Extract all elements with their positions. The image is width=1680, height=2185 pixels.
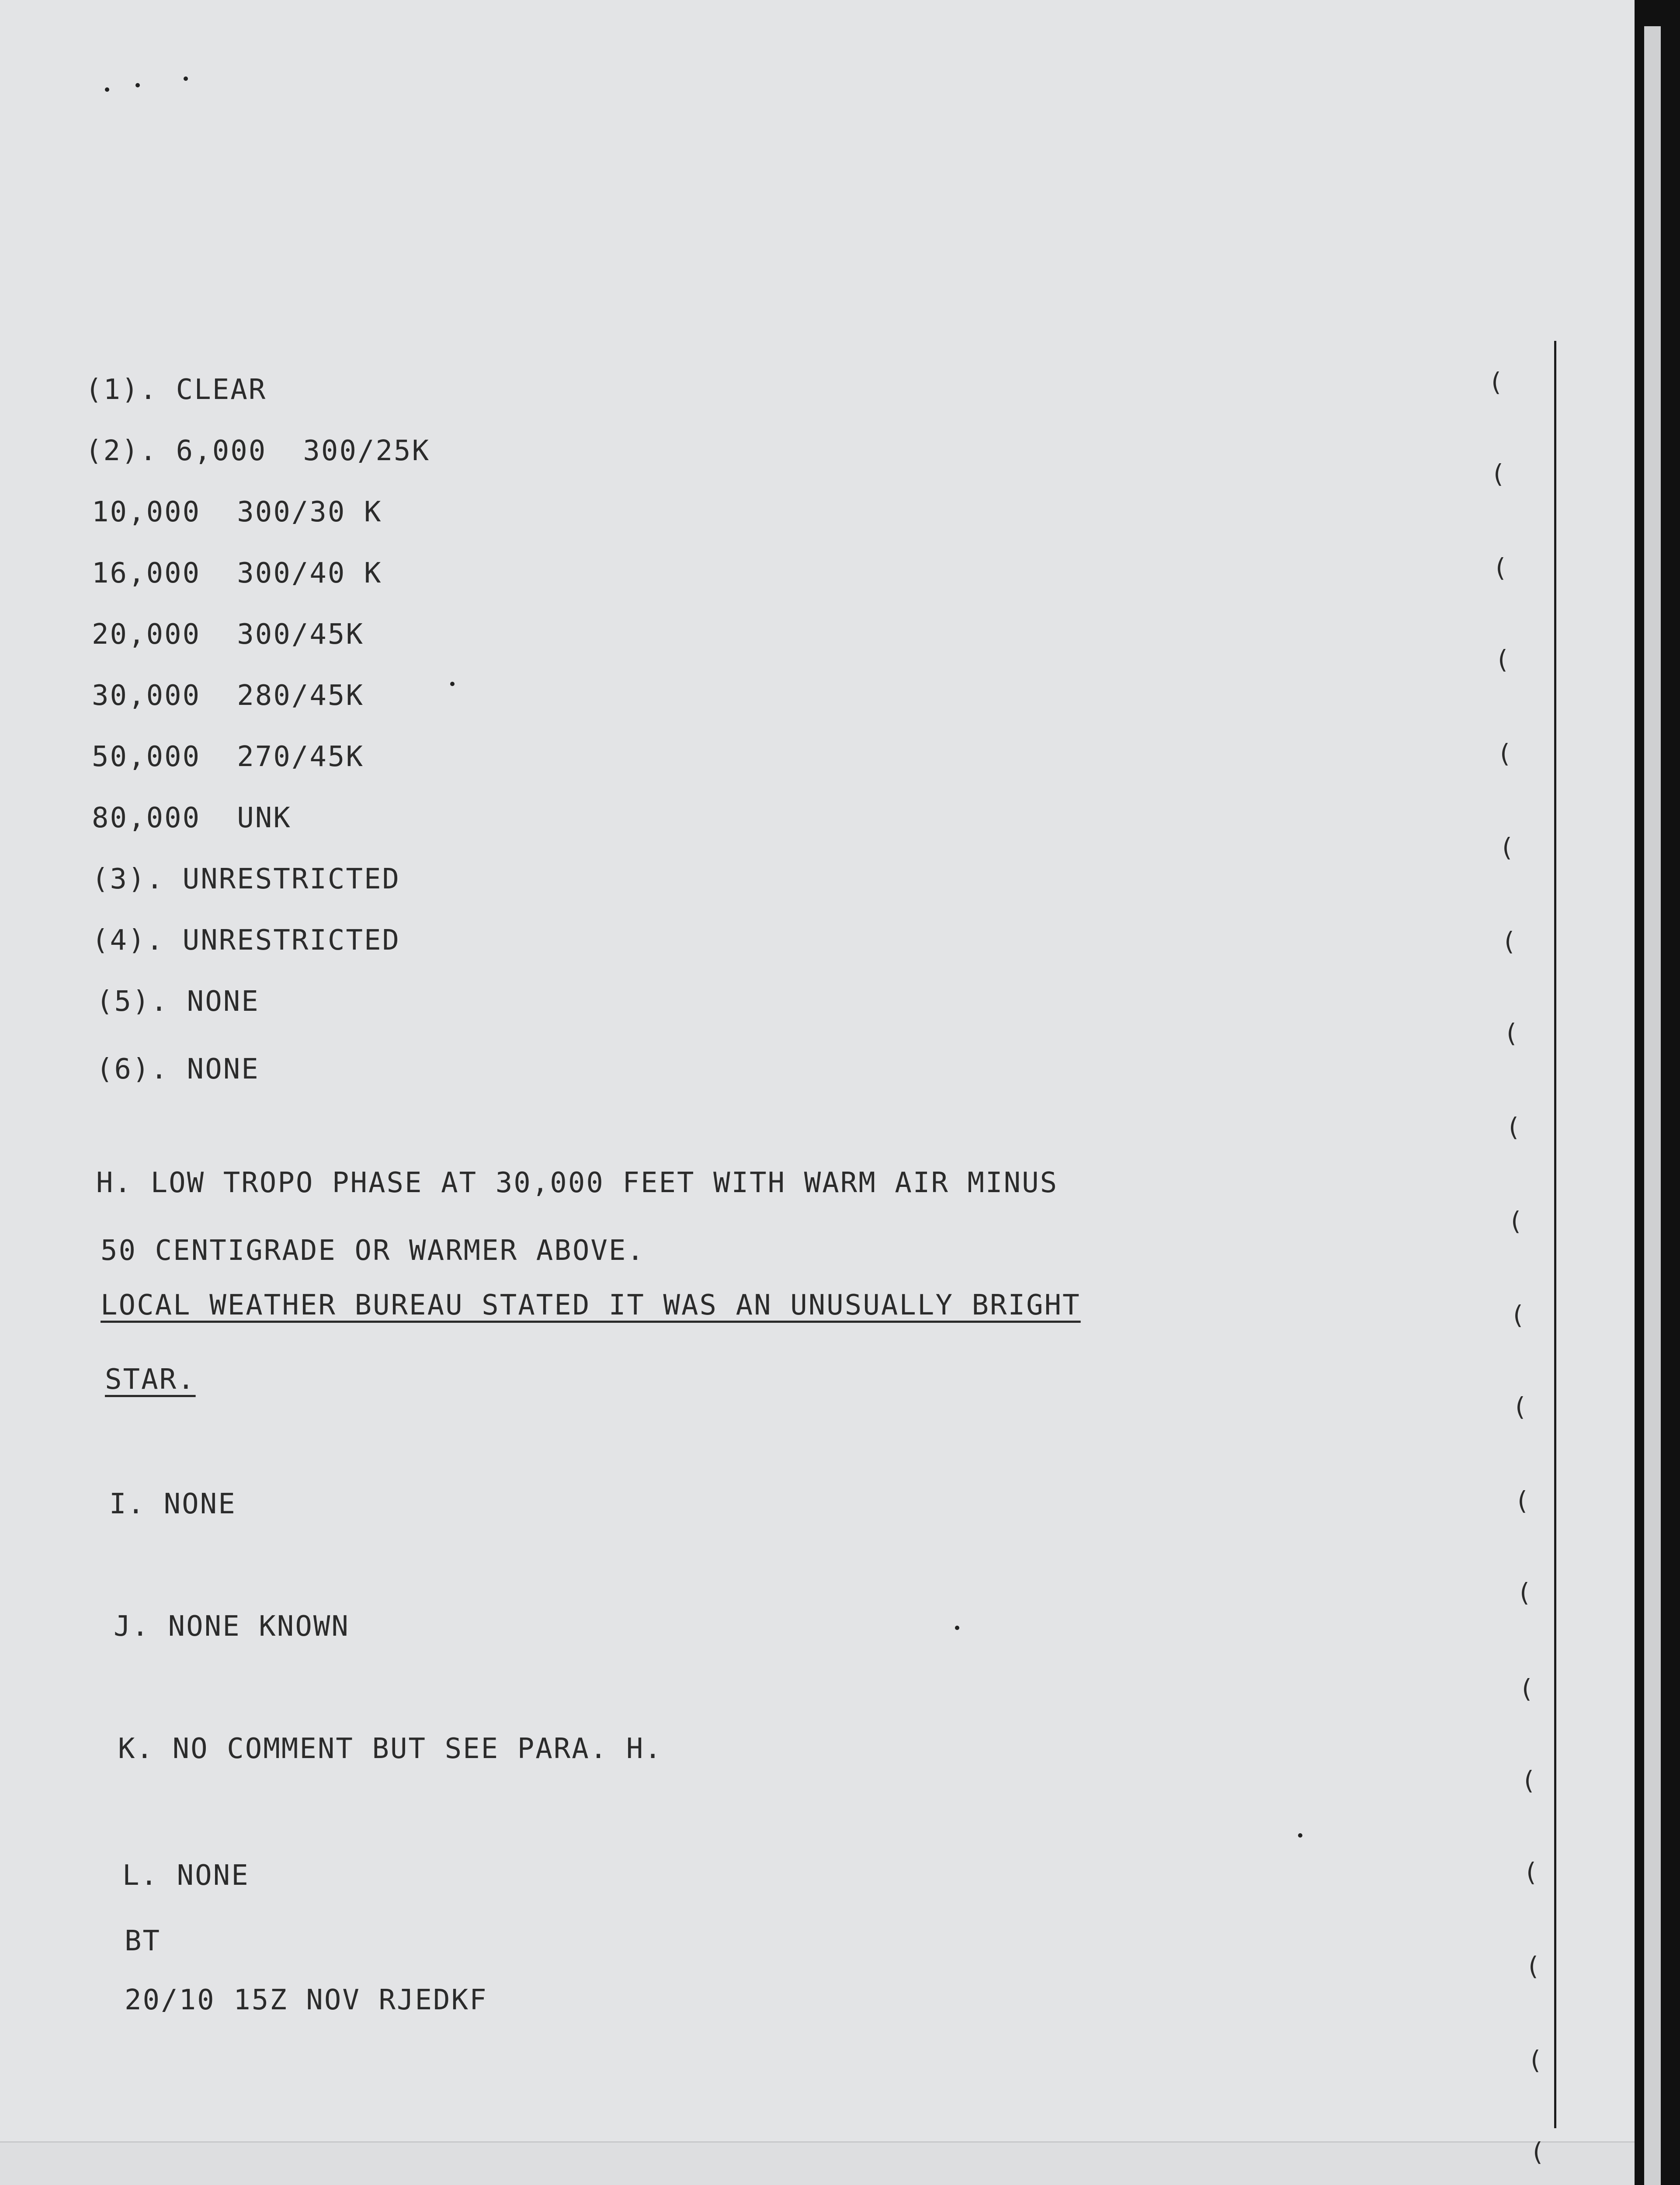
para-j: J. NONE KNOWN [114,1610,350,1643]
pin-feed-mark: ( [1503,1018,1519,1048]
scan-speck [184,76,188,81]
pin-feed-mark: ( [1508,1206,1523,1236]
scan-speck [105,87,109,92]
date-time-group: 20/10 15Z NOV RJEDKF [125,1984,488,2016]
scan-speck [135,83,140,87]
pin-feed-mark: ( [1521,1765,1536,1795]
pin-feed-mark: ( [1525,1951,1541,1981]
pin-feed-mark: ( [1493,553,1508,583]
para-l: L. NONE [122,1859,250,1892]
pin-feed-mark: ( [1519,1674,1534,1703]
scan-speck [1298,1833,1302,1838]
pin-feed-mark: ( [1501,926,1517,956]
para-h-line-1: H. LOW TROPO PHASE AT 30,000 FEET WITH WARM AIR MINUS [96,1167,1059,1199]
item-6-none: (6). NONE [96,1053,260,1086]
scan-speck [450,682,455,686]
pin-feed-mark: ( [1514,1486,1530,1516]
para-k: K. NO COMMENT BUT SEE PARA. H. [118,1733,663,1765]
pin-feed-mark: ( [1497,739,1512,768]
lower-sheet [0,2141,1635,2185]
pin-feed-mark: ( [1490,459,1506,489]
para-h-line-3-underlined: LOCAL WEATHER BUREAU STATED IT WAS AN UNUSUALLY BRIGHT [101,1289,1081,1321]
adjacent-page-edge [1644,26,1661,2185]
para-i: I. NONE [109,1488,236,1520]
wind-80000: 80,000 UNK [92,802,292,834]
wind-16000: 16,000 300/40 K [92,557,382,590]
pin-feed-mark: ( [1530,2137,1545,2167]
item-3-unrestricted: (3). UNRESTRICTED [92,863,401,895]
item-1-clear: (1). CLEAR [85,374,267,406]
wind-10000: 10,000 300/30 K [92,496,382,528]
wind-50000: 50,000 270/45K [92,741,364,773]
wind-30000: 30,000 280/45K [92,680,364,712]
pin-feed-mark: ( [1495,645,1510,674]
pin-feed-mark: ( [1512,1392,1527,1422]
item-4-unrestricted: (4). UNRESTRICTED [92,924,401,957]
pin-feed-mark: ( [1523,1857,1538,1887]
item-2-wind-6000: (2). 6,000 300/25K [85,435,430,467]
pin-feed-mark: ( [1499,832,1514,862]
pin-feed-mark: ( [1510,1300,1525,1330]
para-h-line-4-underlined: STAR. [105,1363,196,1396]
wind-20000: 20,000 300/45K [92,618,364,651]
item-5-none: (5). NONE [96,985,260,1018]
pin-feed-mark: ( [1517,1578,1532,1607]
break-bt: BT [125,1925,161,1957]
pin-feed-mark: ( [1506,1112,1521,1142]
pin-feed-mark: ( [1488,367,1503,397]
para-h-line-2: 50 CENTIGRADE OR WARMER ABOVE. [101,1235,645,1267]
scan-speck [955,1626,959,1630]
margin-rule [1554,341,1556,2128]
pin-feed-mark: ( [1527,2045,1543,2075]
